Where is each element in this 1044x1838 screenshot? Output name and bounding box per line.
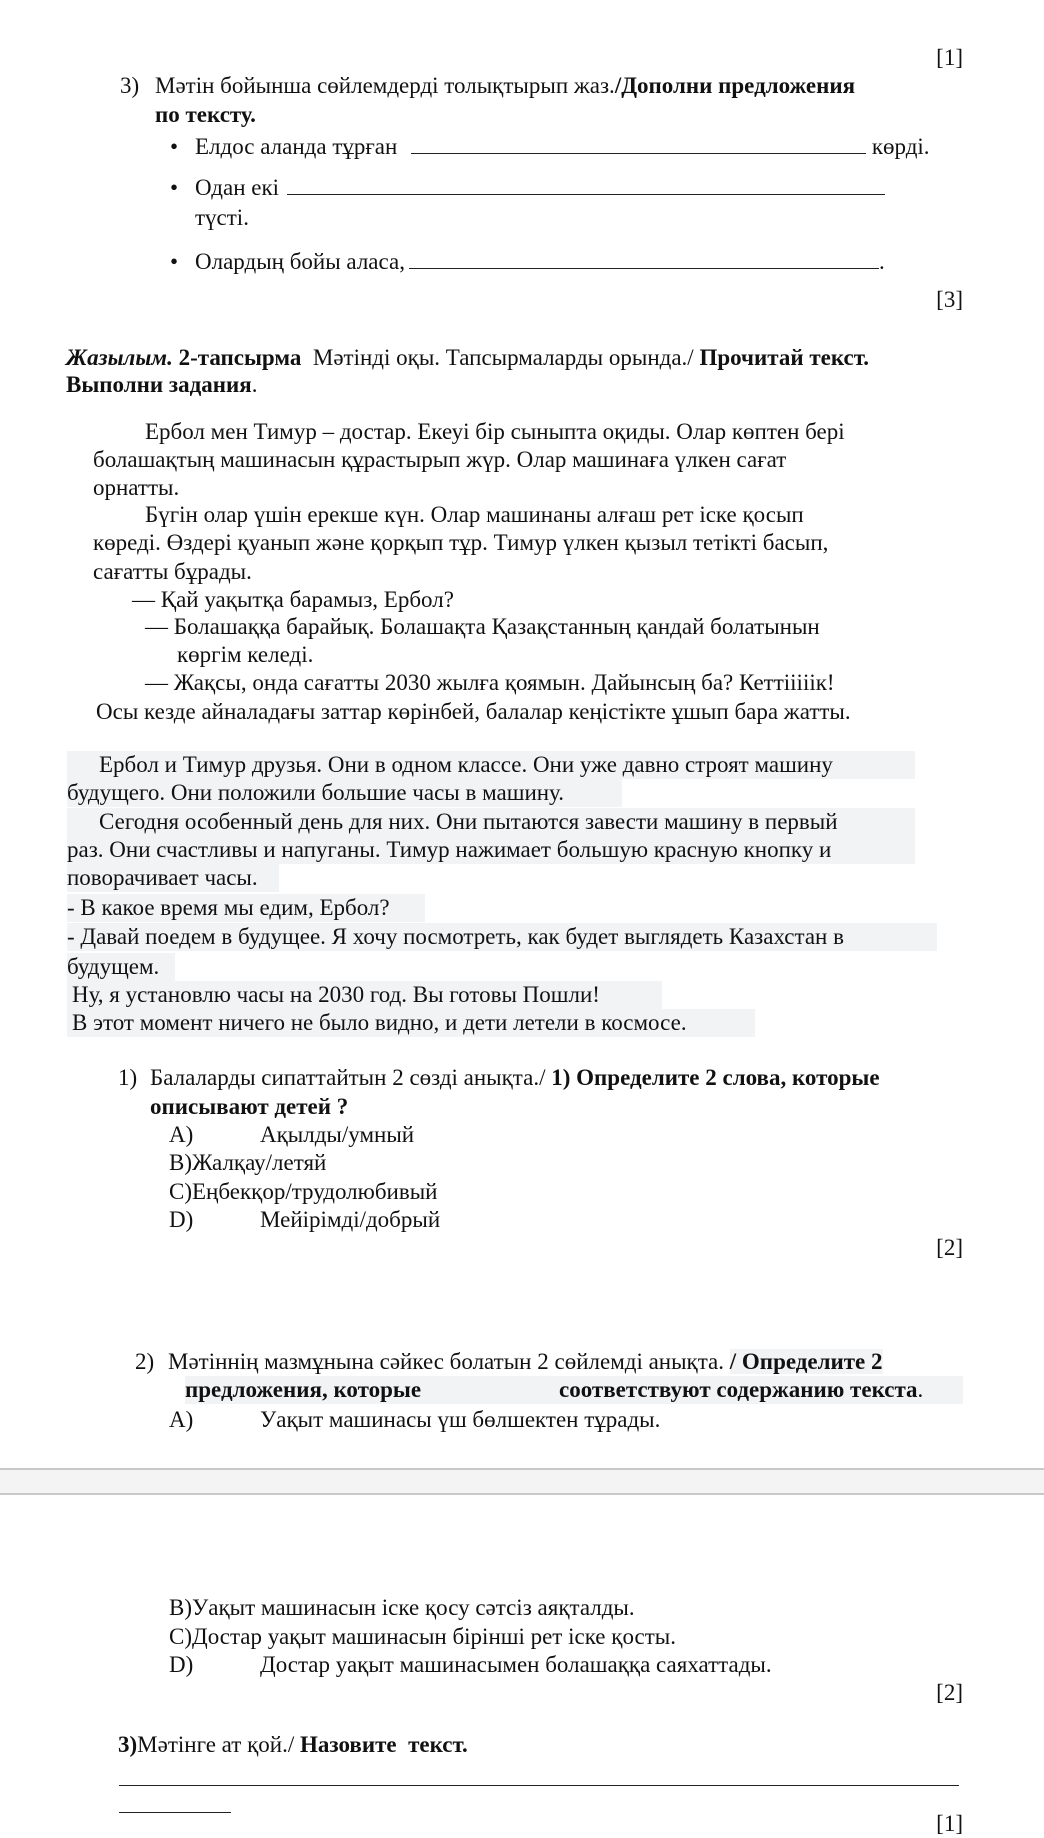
kz-text-line: көреді. Өздері қуанып және қорқып тұр. Тимур үлкен қызыл тетікті басып, — [93, 530, 829, 555]
score-mark: [1] — [936, 1811, 963, 1836]
q3-ru: Назовите текст. — [299, 1732, 468, 1757]
q2-kz: Мәтіннің мазмұнына сәйкес болатын 2 сөйлемді анықта. — [168, 1349, 725, 1374]
q1-ru: 1) Определите 2 слова, которые — [551, 1065, 880, 1090]
q2-ru-cont — [185, 1376, 963, 1404]
score-mark: [3] — [936, 287, 963, 312]
page-break — [0, 1468, 1044, 1495]
option-text: Жалқау/летяй — [192, 1150, 327, 1175]
option-text: Достар уақыт машинасымен болашаққа саяхаттады. — [260, 1652, 772, 1677]
q2-option-c[interactable] — [169, 1623, 676, 1651]
q2-ru-part1: предложения, которые — [185, 1377, 422, 1402]
q2-ru-part2-text: соответствуют содержанию текста — [559, 1377, 918, 1402]
heading-kz: Мәтінді оқы. Тапсырмаларды орында./ — [312, 345, 694, 370]
q1-kz: Балаларды сипаттайтын 2 сөзді анықта./ — [150, 1065, 546, 1090]
option-text: Уақыт машинасы үш бөлшектен тұрады. — [260, 1407, 661, 1432]
kz-text-line: Ербол мен Тимур – достар. Екеуі бір сыныпта оқиды. Олар көптен бері — [145, 419, 845, 444]
option-letter: B) — [169, 1595, 192, 1620]
task3-number: 3) — [120, 73, 140, 98]
fill-sentence-3 — [195, 248, 885, 276]
task3-ru: /Дополни предложения — [614, 73, 856, 98]
option-text: Достар уақыт машинасын бірінші рет іске қосты. — [192, 1624, 676, 1649]
q2-ru-part2 — [559, 1376, 923, 1404]
score-mark: [2] — [936, 1235, 963, 1260]
task3-ru-cont: по тексту. — [155, 102, 256, 127]
ru-text-line: - Давай поедем в будущее. Я хочу посмотреть, как будет выглядеть Казахстан в — [67, 923, 937, 951]
q3-kz: Мәтінге ат қой./ — [137, 1732, 295, 1757]
ru-text-line: Ербол и Тимур друзья. Они в одном классе. Они уже давно строят машину — [67, 751, 915, 779]
sentence-end: . — [878, 249, 885, 274]
option-text: Ақылды/умный — [260, 1122, 415, 1147]
kz-text-line: Осы кезде айналадағы заттар көрінбей, балалар кеңістікте ұшып бара жатты. — [96, 699, 851, 724]
kz-text-line: — Қай уақытқа барамыз, Ербол? — [132, 587, 454, 612]
q1-option-c[interactable] — [169, 1178, 437, 1206]
kz-text-line: — Болашаққа барайық. Болашақта Қазақстанның қандай болатынын — [145, 614, 820, 639]
ru-text-line: Сегодня особенный день для них. Они пытаются завести машину в первый — [67, 808, 915, 836]
sentence-start: Елдос аланда тұрған — [195, 134, 398, 159]
option-letter: C) — [169, 1179, 192, 1204]
section-heading — [66, 344, 869, 372]
bullet-icon: • — [170, 175, 179, 200]
q1-text — [150, 1064, 880, 1092]
q2-dot: . — [917, 1377, 924, 1402]
q1-ru-cont: описывают детей ? — [150, 1094, 349, 1119]
heading-dot: . — [251, 372, 258, 397]
q1-option-b[interactable] — [169, 1149, 326, 1177]
kz-text-line: болашақтың машинасын құрастырып жүр. Олар машинаға үлкен сағат — [93, 447, 787, 472]
sentence-start: Одан екі — [195, 175, 280, 200]
score-mark: [2] — [936, 1680, 963, 1705]
task3-kz: Мәтін бойынша сөйлемдерді толықтырып жаз. — [155, 73, 615, 98]
q2-text — [168, 1348, 883, 1376]
ru-text-line: раз. Они счастливы и напуганы. Тимур нажимает большую красную кнопку и — [67, 836, 915, 864]
kz-text-line: — Жақсы, онда сағатты 2030 жылға қоямын. Дайынсың ба? Кеттііііік! — [145, 670, 835, 695]
option-letter: A) — [169, 1122, 194, 1147]
option-text: Мейірімді/добрый — [260, 1207, 441, 1232]
q1-option-a[interactable] — [169, 1121, 414, 1149]
sentence-end: түсті. — [195, 205, 249, 230]
q1-number: 1) — [118, 1065, 138, 1090]
score-mark: [1] — [936, 45, 963, 70]
ru-text-line: Ну, я установлю часы на 2030 год. Вы готовы Пошли! — [67, 981, 662, 1009]
bullet-icon: • — [170, 134, 179, 159]
option-text: Уақыт машинасын іске қосу сәтсіз аяқталды. — [192, 1595, 635, 1620]
q2-option-b[interactable] — [169, 1594, 635, 1622]
answer-line[interactable] — [119, 1785, 959, 1786]
option-letter: A) — [169, 1407, 194, 1432]
option-letter: C) — [169, 1624, 192, 1649]
q2-ru: / Определите 2 — [729, 1349, 883, 1374]
ru-text-line: будущем. — [67, 953, 175, 981]
q3-number: 3) — [118, 1732, 138, 1757]
sentence-start: Олардың бойы аласа, — [195, 249, 405, 274]
answer-line[interactable] — [119, 1812, 231, 1813]
sentence-end: көрді. — [871, 134, 930, 159]
q3-text — [118, 1731, 468, 1759]
q1-option-d[interactable] — [169, 1206, 440, 1234]
kz-text-line: көргім келеді. — [177, 642, 314, 667]
heading-ru: Прочитай текст. — [699, 345, 870, 370]
answer-blank[interactable] — [287, 174, 885, 195]
kz-text-line: орнатты. — [93, 475, 180, 500]
q2-option-a[interactable] — [169, 1406, 660, 1434]
fill-sentence-2 — [195, 174, 885, 202]
heading-ru-cont: Выполни задания — [66, 372, 252, 397]
heading-task: 2-тапсырма — [178, 345, 302, 370]
option-letter: B) — [169, 1150, 192, 1175]
fill-sentence-1 — [195, 133, 930, 161]
ru-text-line: - В какое время мы едим, Ербол? — [67, 894, 425, 922]
ru-text-line: поворачивает часы. — [67, 864, 279, 892]
kz-text-line: Бүгін олар үшін ерекше күн. Олар машинаны алғаш рет іске қосып — [145, 502, 804, 527]
ru-text-line: В этот момент ничего не было видно, и дети летели в космосе. — [67, 1009, 755, 1037]
option-letter: D) — [169, 1207, 194, 1232]
answer-blank[interactable] — [409, 248, 879, 269]
option-text: Еңбекқор/трудолюбивый — [192, 1179, 438, 1204]
bullet-icon: • — [170, 249, 179, 274]
task3-instruction — [155, 72, 855, 100]
section-heading-cont — [66, 371, 257, 399]
q2-option-d[interactable] — [169, 1651, 772, 1679]
ru-text-line: будущего. Они положили большие часы в машину. — [67, 779, 622, 807]
option-letter: D) — [169, 1652, 194, 1677]
heading-italic: Жазылым. — [66, 345, 173, 370]
q2-number: 2) — [135, 1349, 155, 1374]
kz-text-line: сағатты бұрады. — [93, 559, 252, 584]
answer-blank[interactable] — [411, 133, 866, 154]
